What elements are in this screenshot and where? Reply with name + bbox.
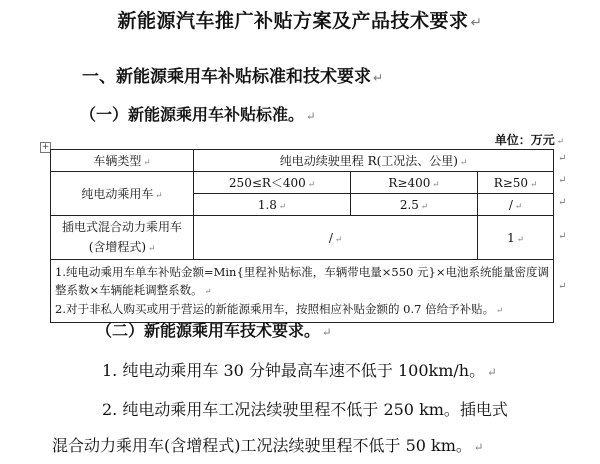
section-heading-1: 一、新能源乘用车补贴标准和技术要求 ↵: [82, 67, 384, 87]
row-end-mark: ↵: [558, 231, 567, 242]
subsection-heading-2: （二）新能源乘用车技术要求。 ↵: [96, 321, 332, 340]
requirement-2-line-2: 混合动力乘用车(含增程式)工况法续驶里程不低于 50 km。 ↵: [52, 436, 484, 455]
table-move-handle-icon[interactable]: +: [41, 142, 50, 152]
bev-label-cell: 纯电动乘用车 ↵: [51, 172, 194, 216]
table-note-1: 1.纯电动乘用车单车补贴金额=Min{里程补贴标准，车辆带电量×550 元}×电池系统能量密度调整系数×车辆能耗调整系数。 ↵: [55, 265, 549, 297]
requirement-1: 1. 纯电动乘用车 30 分钟最高车速不低于 100km/h。 ↵: [102, 361, 497, 380]
range-band-3: R≥50 ↵: [478, 172, 554, 194]
header-range: 纯电动续驶里程 R(工况法、公里) ↵: [194, 150, 554, 172]
phev-combined-value: / ↵: [194, 216, 478, 260]
subsidy-table: [50, 149, 554, 323]
row-end-mark: ↵: [558, 175, 567, 186]
page-title: 新能源汽车推广补贴方案及产品技术要求 ↵: [117, 10, 483, 32]
requirement-2-line-1: 2. 纯电动乘用车工况法续驶里程不低于 250 km。插电式: [102, 400, 508, 419]
range-band-1: 250≤R＜400 ↵: [194, 172, 351, 194]
row-end-mark: ↵: [558, 197, 567, 208]
bev-value-3: / ↵: [478, 194, 554, 216]
subsection-heading-1: （一）新能源乘用车补贴标准。 ↵: [80, 105, 316, 124]
phev-label-cell: 插电式混合动力乘用车(含增程式) ↵: [51, 216, 194, 260]
phev-last-value: 1 ↵: [478, 216, 554, 260]
header-vehicle-type: 车辆类型 ↵: [51, 150, 194, 172]
table-notes: [51, 260, 554, 323]
row-end-mark: ↵: [558, 153, 567, 164]
range-band-2: R≥400 ↵: [351, 172, 478, 194]
bev-value-1: 1.8 ↵: [194, 194, 351, 216]
unit-label: 单位：万元 ↵: [494, 133, 564, 147]
row-end-mark: ↵: [558, 281, 567, 292]
bev-value-2: 2.5 ↵: [351, 194, 478, 216]
table-note-2: 2.对于非私人购买或用于营运的新能源乘用车，按照相应补贴金额的 0.7 倍给予补贴。 ↵: [55, 302, 504, 316]
